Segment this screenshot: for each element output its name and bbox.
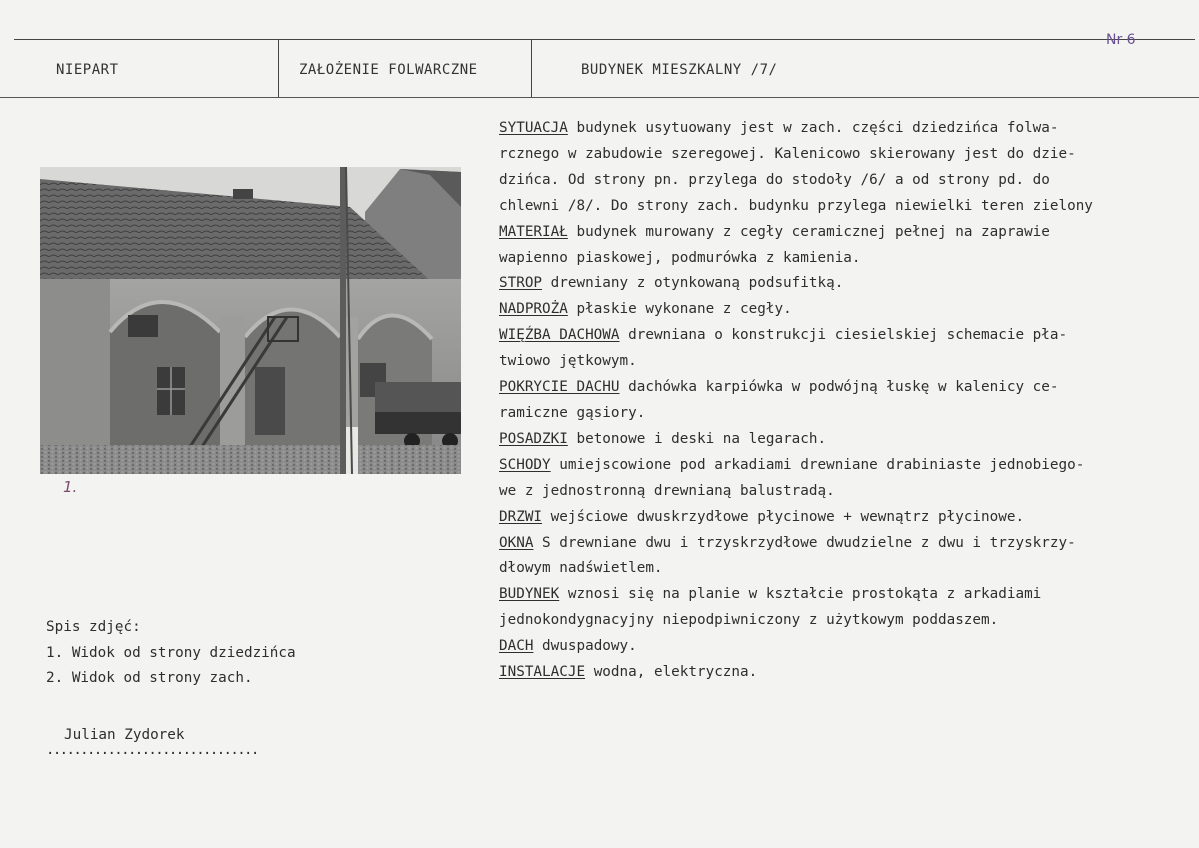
section-text: budynek usytuowany jest w zach. części dziedzińca folwa- xyxy=(576,120,1059,136)
section-text: dachówka karpiówka w podwójną łuskę w kalenicy ce- xyxy=(628,379,1059,396)
section-text: chlewni /8/. Do strony zach. budynku przylega niewielki teren zielony xyxy=(499,197,1093,214)
section-label: POSADZKI xyxy=(499,430,568,447)
section-label: OKNA xyxy=(499,534,534,551)
description-line xyxy=(499,323,1194,349)
description-line xyxy=(499,297,1194,323)
section-label: INSTALACJE xyxy=(499,664,586,681)
description-line xyxy=(499,479,1194,505)
section-label: POKRYCIE DACHU xyxy=(499,379,620,396)
header-complex: ZAŁOŻENIE FOLWARCZNE xyxy=(299,62,478,78)
section-text: dwuspadowy. xyxy=(542,638,637,655)
description-line xyxy=(499,608,1194,634)
section-text: wznosi się na planie w kształcie prostokąta z arkadiami xyxy=(567,586,1042,603)
section-text: wejściowe dwuskrzydłowe płycinowe + wewnątrz płycinowe. xyxy=(550,508,1025,525)
description-line xyxy=(499,660,1194,686)
section-label: MATERIAŁ xyxy=(499,223,568,240)
description-line xyxy=(499,401,1194,427)
section-text: ramiczne gąsiory. xyxy=(499,404,646,421)
section-label: NADPROŻA xyxy=(499,301,568,318)
signature-dotted-line: ............................... xyxy=(46,742,258,758)
description-line xyxy=(499,556,1194,582)
header-bottom-rule xyxy=(0,97,1199,98)
description-line xyxy=(499,246,1194,272)
description-line xyxy=(499,505,1194,531)
section-text: rcznego w zabudowie szeregowej. Kalenicowo skierowany jest do dzie- xyxy=(499,145,1076,162)
section-text: drewniany z otynkowaną podsufitką. xyxy=(550,275,844,292)
section-text: drewniana o konstrukcji ciesielskiej schemacie pła- xyxy=(628,327,1068,344)
section-text: wapienno piaskowej, podmurówka z kamienia. xyxy=(499,249,861,266)
photo-list xyxy=(46,615,296,692)
description-line xyxy=(499,194,1194,220)
section-text: jednokondygnacyjny niepodpiwniczony z użytkowym poddaszem. xyxy=(499,612,999,629)
section-text: płaskie wykonane z cegły. xyxy=(576,301,792,318)
photo-list-item: 2. Widok od strony zach. xyxy=(46,670,253,686)
description-line xyxy=(499,453,1194,479)
building-description xyxy=(499,116,1194,686)
description-line xyxy=(499,220,1194,246)
description-line xyxy=(499,168,1194,194)
description-line xyxy=(499,634,1194,660)
description-line xyxy=(499,142,1194,168)
header-location: NIEPART xyxy=(56,62,119,78)
description-line xyxy=(499,116,1194,142)
description-line xyxy=(499,427,1194,453)
section-text: we z jednostronną drewnianą balustradą. xyxy=(499,482,835,499)
description-line xyxy=(499,375,1194,401)
section-text: S drewniane dwu i trzyskrzydłowe dwudzielne z dwu i trzyskrzy- xyxy=(542,534,1076,551)
section-label: WIĘŹBA DACHOWA xyxy=(499,327,620,344)
building-photo xyxy=(40,167,461,474)
section-text: twiowo jętkowym. xyxy=(499,353,637,370)
section-label: SCHODY xyxy=(499,456,551,473)
photo-caption-number: 1. xyxy=(63,478,78,496)
description-line xyxy=(499,271,1194,297)
description-line xyxy=(499,531,1194,557)
section-label: DRZWI xyxy=(499,508,543,525)
record-number: Nr 6 xyxy=(1106,32,1136,48)
header-divider-2 xyxy=(531,39,532,97)
header-top-rule xyxy=(14,39,1195,40)
description-line xyxy=(499,349,1194,375)
section-label: BUDYNEK xyxy=(499,586,560,603)
section-text: budynek murowany z cegły ceramicznej pełnej na zaprawie xyxy=(576,223,1050,240)
section-label: DACH xyxy=(499,638,534,655)
section-label: SYTUACJA xyxy=(499,120,568,136)
header-building: BUDYNEK MIESZKALNY /7/ xyxy=(581,62,778,78)
header-divider-1 xyxy=(278,39,279,97)
photo-list-item: 1. Widok od strony dziedzińca xyxy=(46,644,296,661)
section-label: STROP xyxy=(499,275,543,292)
section-text: wodna, elektryczna. xyxy=(593,664,758,681)
section-text: dzińca. Od strony pn. przylega do stodoły /6/ a od strony pd. do xyxy=(499,171,1050,188)
section-text: umiejscowione pod arkadiami drewniane drabiniaste jednobiego- xyxy=(559,456,1085,473)
photo-list-title: Spis zdjęć: xyxy=(46,619,141,635)
description-line xyxy=(499,582,1194,608)
section-text: betonowe i deski na legarach. xyxy=(576,430,827,447)
author-name: Julian Zydorek xyxy=(64,727,185,743)
section-text: dłowym nadświetlem. xyxy=(499,560,663,577)
